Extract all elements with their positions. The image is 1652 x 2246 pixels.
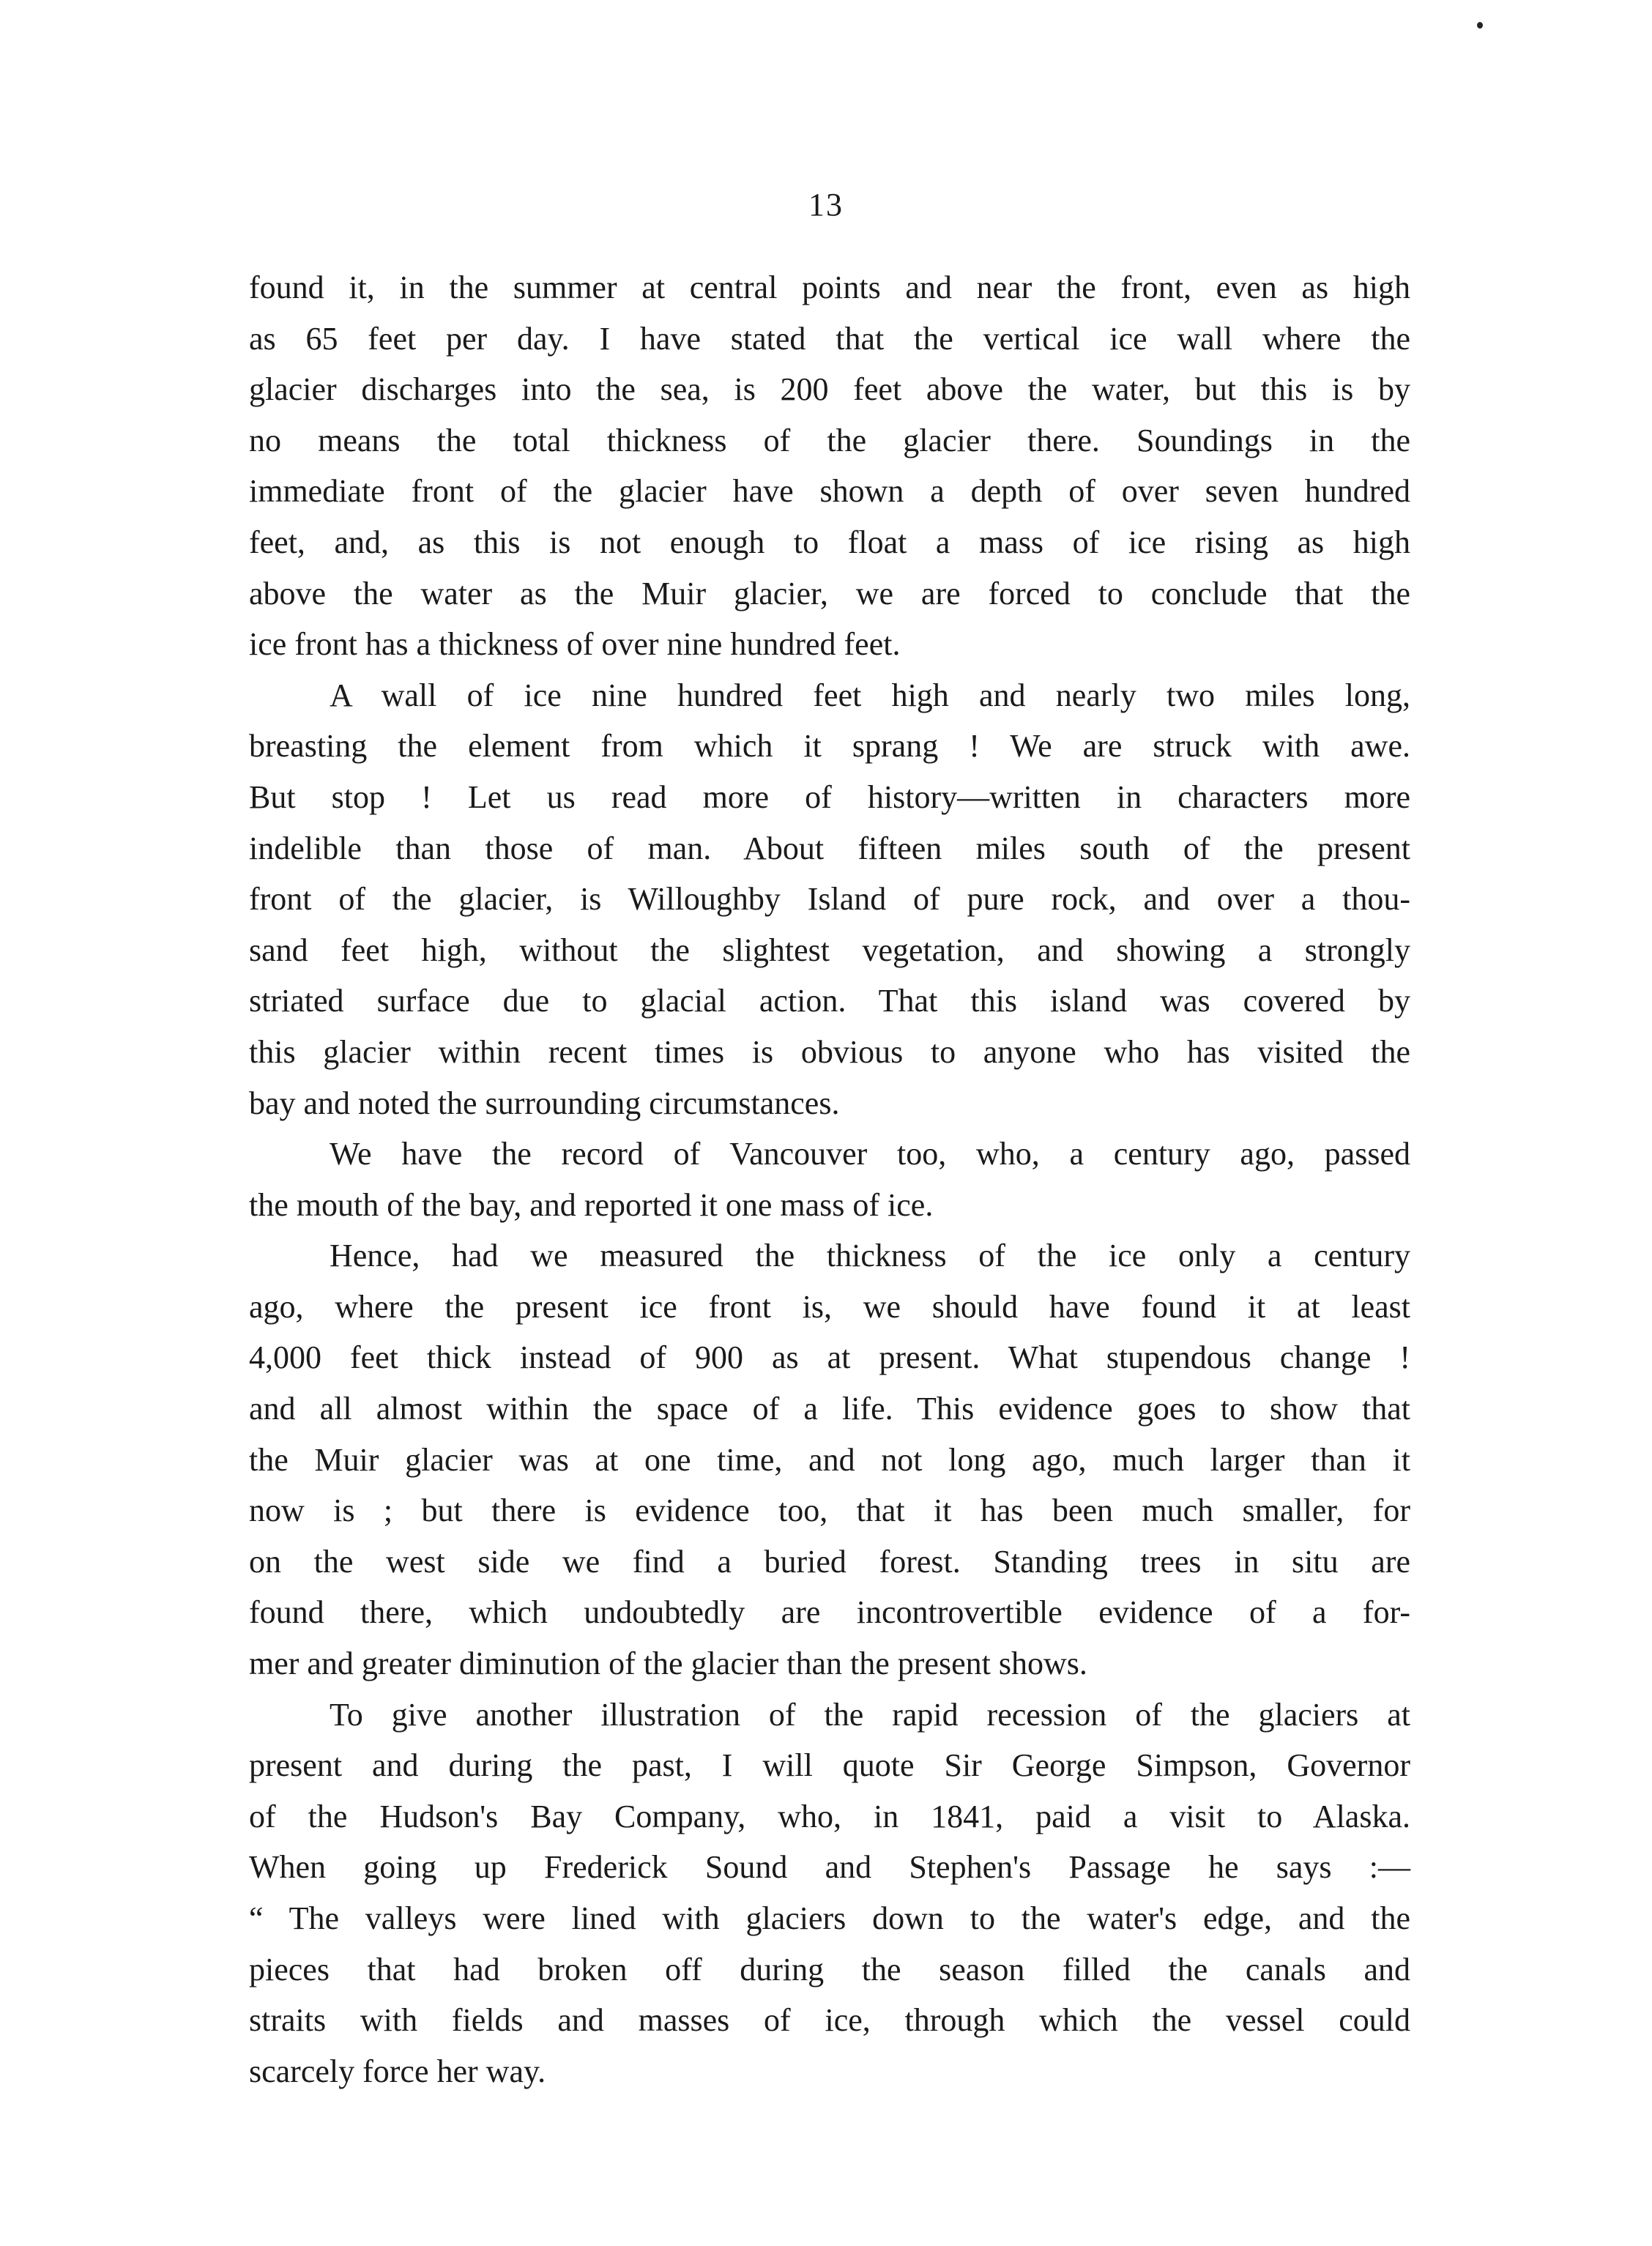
text-line: “ The valleys were lined with glaciers down to the water's edge, and the xyxy=(249,1900,1410,1936)
text-line: breasting the element from which it sprang ! We are struck with awe. xyxy=(249,728,1410,765)
text-line: When going up Frederick Sound and Stephen's Passage he says :— xyxy=(249,1849,1410,1886)
text-line: striated surface due to glacial action. That this island was covered by xyxy=(249,983,1410,1019)
text-line: A wall of ice nine hundred feet high and nearly two miles long, xyxy=(330,677,1410,713)
text-line: immediate front of the glacier have shown a depth of over seven hundred xyxy=(249,473,1410,510)
text-line: as 65 feet per day. I have stated that the vertical ice wall where the xyxy=(249,320,1410,357)
text-line: scarcely force her way. xyxy=(249,2053,546,2089)
text-line: feet, and, as this is not enough to float a mass of ice rising as high xyxy=(249,524,1410,560)
text-line: found it, in the summer at central points and near the front, even as high xyxy=(249,269,1410,305)
text-line: now is ; but there is evidence too, that it has been much smaller, for xyxy=(249,1492,1410,1529)
text-line: no means the total thickness of the glacier there. Soundings in the xyxy=(249,422,1410,458)
text-line: glacier discharges into the sea, is 200 feet above the water, but this is by xyxy=(249,371,1410,408)
text-line: and all almost within the space of a life. This evidence goes to show that xyxy=(249,1391,1410,1427)
text-line: found there, which undoubtedly are incontrovertible evidence of a for- xyxy=(249,1594,1410,1631)
corner-speck xyxy=(1477,22,1483,29)
text-line: To give another illustration of the rapid recession of the glaciers at xyxy=(330,1696,1410,1733)
text-line: above the water as the Muir glacier, we are forced to conclude that the xyxy=(249,575,1410,611)
page-number: 13 xyxy=(808,187,844,223)
text-line: Hence, had we measured the thickness of the ice only a century xyxy=(330,1238,1410,1274)
text-line: on the west side we find a buried forest. Standing trees in situ are xyxy=(249,1543,1410,1580)
text-line: pieces that had broken off during the season filled the canals and xyxy=(249,1951,1410,1987)
text-line: mer and greater diminution of the glacier than the present shows. xyxy=(249,1646,1087,1682)
text-line: the mouth of the bay, and reported it one mass of ice. xyxy=(249,1186,934,1223)
text-line: ago, where the present ice front is, we should have found it at least xyxy=(249,1288,1410,1325)
body-text xyxy=(249,262,1410,2097)
text-line: indelible than those of man. About fifteen miles south of the present xyxy=(249,830,1410,866)
text-line: But stop ! Let us read more of history—written in characters more xyxy=(249,778,1410,815)
text-line: ice front has a thickness of over nine hundred feet. xyxy=(249,626,901,663)
text-line: of the Hudson's Bay Company, who, in 1841, paid a visit to Alaska. xyxy=(249,1798,1410,1834)
text-line: 4,000 feet thick instead of 900 as at present. What stupendous change ! xyxy=(249,1339,1410,1376)
text-line: front of the glacier, is Willoughby Island of pure rock, and over a thou- xyxy=(249,881,1410,918)
text-line: straits with fields and masses of ice, through which the vessel could xyxy=(249,2002,1410,2039)
text-line: present and during the past, I will quote Sir George Simpson, Governor xyxy=(249,1747,1410,1784)
text-line: We have the record of Vancouver too, who, a century ago, passed xyxy=(330,1136,1410,1172)
text-line: this glacier within recent times is obvious to anyone who has visited the xyxy=(249,1033,1410,1070)
text-line: sand feet high, without the slightest vegetation, and showing a strongly xyxy=(249,932,1410,968)
text-line: the Muir glacier was at one time, and not long ago, much larger than it xyxy=(249,1441,1410,1478)
text-line: bay and noted the surrounding circumstances. xyxy=(249,1085,840,1121)
